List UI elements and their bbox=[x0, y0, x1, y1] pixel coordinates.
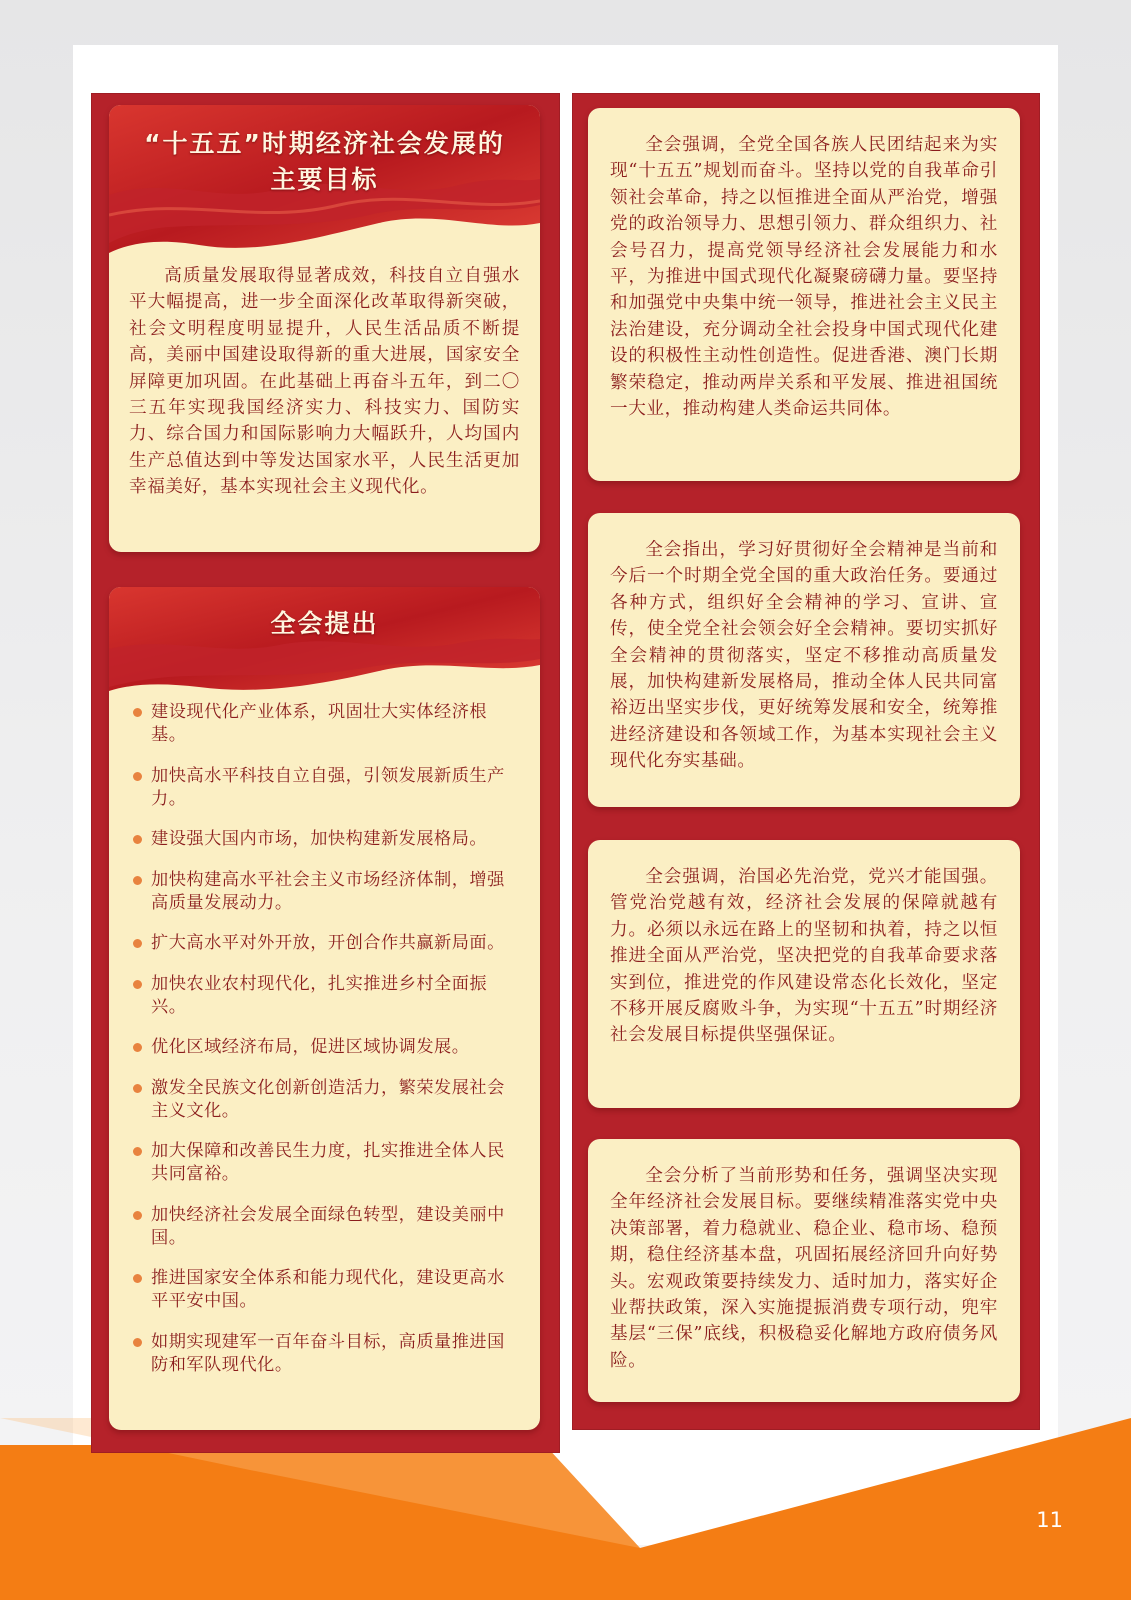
bullet-dot-icon bbox=[133, 1211, 142, 1220]
proposals-title: 全会提出 bbox=[270, 609, 379, 638]
proposals-header bbox=[109, 587, 540, 697]
right-card-3 bbox=[588, 840, 1020, 1108]
goals-body: 高质量发展取得显著成效，科技自立自强水平大幅提高，进一步全面深化改革取得新突破，社会文明程度明显提升，人民生活品质不断提高，美丽中国建设取得新的重大进展，国家安全屏障更加巩固。在此基础上再奋斗五年，到二〇三五年实现我国经济实力、科技实力、国防实力、综合国力和国际影响力大幅跃升，人均国内生产总值达到中等发达国家水平，人民生活更加幸福美好，基本实现社会主义现代化。 bbox=[129, 266, 520, 498]
bullet-dot-icon bbox=[133, 708, 142, 717]
list-item: 激发全民族文化创新创造活力，繁荣发展社会主义文化。 bbox=[133, 1077, 522, 1123]
list-item: 推进国家安全体系和能力现代化，建设更高水平平安中国。 bbox=[133, 1267, 522, 1313]
list-item: 如期实现建军一百年奋斗目标，高质量推进国防和军队现代化。 bbox=[133, 1331, 522, 1377]
right-card-4 bbox=[588, 1139, 1020, 1402]
list-item: 建设现代化产业体系，巩固壮大实体经济根基。 bbox=[133, 701, 522, 747]
list-item: 加快构建高水平社会主义市场经济体制，增强高质量发展动力。 bbox=[133, 869, 522, 915]
right-card-1 bbox=[588, 108, 1020, 481]
bullet-dot-icon bbox=[133, 772, 142, 781]
proposals-card bbox=[109, 587, 540, 1430]
right-column bbox=[572, 93, 1040, 1430]
bullet-dot-icon bbox=[133, 876, 142, 885]
bullet-dot-icon bbox=[133, 939, 142, 948]
bullet-dot-icon bbox=[133, 1084, 142, 1093]
right-paragraph-3: 全会强调，治国必先治党，党兴才能国强。管党治党越有效，经济社会发展的保障就越有力。必须以永远在路上的坚韧和执着，持之以恒推进全面从严治党，坚决把党的自我革命要求落实到位，推进党的作风建设常态化长效化，坚定不移开展反腐败斗争，为实现“十五五”时期经济社会发展目标提供坚强保证。 bbox=[610, 867, 998, 1046]
list-item: 优化区域经济布局，促进区域协调发展。 bbox=[133, 1036, 522, 1059]
list-item: 扩大高水平对外开放，开创合作共赢新局面。 bbox=[133, 932, 522, 955]
bullet-dot-icon bbox=[133, 1338, 142, 1347]
right-card-2 bbox=[588, 513, 1020, 807]
list-item: 加快经济社会发展全面绿色转型，建设美丽中国。 bbox=[133, 1204, 522, 1250]
goals-title-line1: “十五五”时期经济社会发展的 bbox=[144, 129, 505, 158]
bullet-dot-icon bbox=[133, 1274, 142, 1283]
goals-card bbox=[109, 105, 540, 552]
bullet-dot-icon bbox=[133, 1147, 142, 1156]
page-number: 11 bbox=[1036, 1508, 1063, 1532]
bullet-dot-icon bbox=[133, 980, 142, 989]
list-item: 加大保障和改善民生力度，扎实推进全体人民共同富裕。 bbox=[133, 1140, 522, 1186]
list-item: 建设强大国内市场，加快构建新发展格局。 bbox=[133, 828, 522, 851]
right-paragraph-1: 全会强调，全党全国各族人民团结起来为实现“十五五”规划而奋斗。坚持以党的自我革命引领社会革命，持之以恒推进全面从严治党，增强党的政治领导力、思想引领力、群众组织力、社会号召力，提高党领导经济社会发展能力和水平，为推进中国式现代化凝聚磅礴力量。要坚持和加强党中央集中统一领导，推进社会主义民主法治建设，充分调动全社会投身中国式现代化建设的积极性主动性创造性。促进香港、澳门长期繁荣稳定，推动两岸关系和平发展、推进祖国统一大业，推动构建人类命运共同体。 bbox=[610, 135, 998, 420]
left-column bbox=[91, 93, 560, 1453]
right-paragraph-4: 全会分析了当前形势和任务，强调坚决实现全年经济社会发展目标。要继续精准落实党中央决策部署，着力稳就业、稳企业、稳市场、稳预期，稳住经济基本盘，巩固拓展经济回升向好势头。宏观政策要持续发力、适时加力，落实好企业帮扶政策，深入实施提振消费专项行动，兜牢基层“三保”底线，积极稳妥化解地方政府债务风险。 bbox=[610, 1166, 998, 1371]
goals-title-line2: 主要目标 bbox=[270, 165, 379, 194]
goals-header bbox=[109, 105, 540, 255]
bullet-dot-icon bbox=[133, 835, 142, 844]
list-item: 加快高水平科技自立自强，引领发展新质生产力。 bbox=[133, 765, 522, 811]
list-item: 加快农业农村现代化，扎实推进乡村全面振兴。 bbox=[133, 973, 522, 1019]
bullet-dot-icon bbox=[133, 1043, 142, 1052]
right-paragraph-2: 全会指出，学习好贯彻好全会精神是当前和今后一个时期全党全国的重大政治任务。要通过各种方式，组织好全会精神的学习、宣讲、宣传，使全党全社会领会好全会精神。要切实抓好全会精神的贯彻落实，坚定不移推动高质量发展，加快构建新发展格局，推动全体人民共同富裕迈出坚实步伐，更好统筹发展和安全，统筹推进经济建设和各领域工作，为基本实现社会主义现代化夯实基础。 bbox=[610, 540, 998, 772]
proposals-list bbox=[133, 701, 522, 1394]
